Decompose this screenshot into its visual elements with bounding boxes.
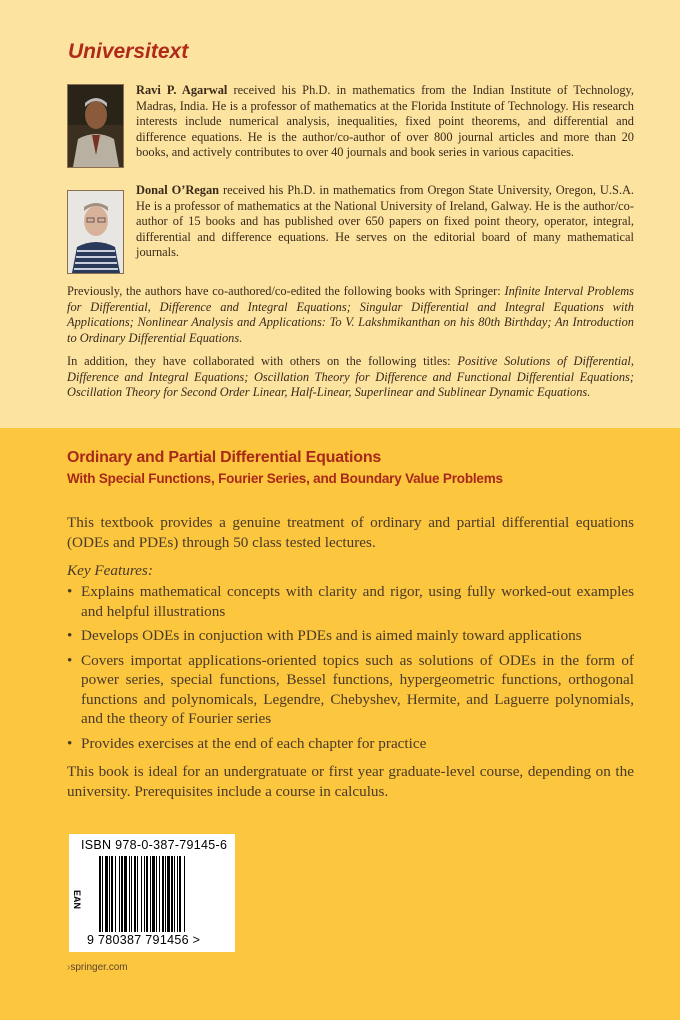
author-bio-text: received his Ph.D. in mathematics from Oregon State University, Oregon, U.S.A. He is a professor of mathematics at the National University of Ireland, Galway. He is the author/co-author of 15 books and has published over 650 papers on fixed point theory, operator, integral, differential and difference equations. He serves on the editorial board of many mathematical journals.	[136, 183, 634, 260]
barcode-bar	[165, 856, 166, 932]
book-intro: This textbook provides a genuine treatment of ordinary and partial differential equations (ODEs and PDEs) through 50 class tested lectures.	[67, 514, 634, 551]
barcode-bar	[111, 856, 113, 932]
list-item: • Covers importat applications-oriented topics such as solutions of ODEs in the form of power series, special functions, Bessel functions, hypergeometric functions, orthogonal functions and polynomicals, Legendre, Chebyshev, Hermite, and Laguerre polynomials, and the theory of Fourier series	[67, 651, 634, 729]
collaborated-lead: In addition, they have collaborated with others on the following titles:	[67, 354, 458, 368]
author-bio-text: received his Ph.D. in mathematics from the Indian Institute of Technology, Madras, India. He is a professor of mathematics at the Florida Institute of Technology. His research interests include numerical analysis, inequalities, fixed point theorems, and differential and difference equations. He is the author/co-author of over 800 journal articles and more than 20 books, and actively contributes to over 40 journals and book series in various capacities.	[136, 83, 635, 160]
barcode-bar	[156, 856, 157, 932]
barcode-bar	[146, 856, 148, 932]
collaborated-books	[67, 354, 634, 401]
barcode-bar	[179, 856, 181, 932]
barcode-bar	[129, 856, 130, 932]
book-title: Ordinary and Partial Differential Equations	[67, 449, 382, 466]
barcode-bar	[184, 856, 185, 932]
author-photo-agarwal	[67, 84, 124, 168]
barcode-bar	[159, 856, 160, 932]
author-bio-oregan	[136, 183, 634, 261]
barcode-bar	[119, 856, 120, 932]
arrow-icon: ›	[67, 962, 71, 973]
series-title: Universitext	[68, 40, 189, 63]
website-link[interactable]: springer.com	[70, 962, 128, 973]
barcode-number: 9 780387 791456 >	[87, 933, 201, 947]
barcode-bar	[171, 856, 173, 932]
book-subtitle: With Special Functions, Fourier Series, and Boundary Value Problems	[67, 471, 503, 486]
key-features-label: Key Features:	[67, 562, 153, 579]
barcode	[69, 834, 235, 952]
barcode-bar	[162, 856, 164, 932]
barcode-bar	[141, 856, 142, 932]
list-item: • Explains mathematical concepts with clarity and rigor, using fully worked-out examples and helpful illustrations	[67, 582, 634, 621]
barcode-bar	[105, 856, 108, 932]
list-item: • Provides exercises at the end of each chapter for practice	[67, 734, 634, 754]
barcode-bar	[137, 856, 138, 932]
author-bio-agarwal	[136, 83, 634, 161]
barcode-bar	[99, 856, 101, 932]
previous-books	[67, 284, 634, 346]
ean-label: EAN	[72, 890, 82, 910]
author-name: Donal O’Regan	[136, 183, 220, 197]
previous-books-titles: Infinite Interval Problems for Differential, Difference and Integral Equations; Singular Differential and Integral Equations with Applications; Nonlinear Analysis and Applications: To V. Lakshmikanthan on his 80th Birthday; An Introduction to Ordinary Differential Equations.	[67, 284, 634, 345]
barcode-bar	[174, 856, 175, 932]
key-features-list	[67, 582, 634, 758]
barcode-bar	[109, 856, 110, 932]
book-closing: This book is ideal for an undergratuate or first year graduate-level course, depending on the university. Prerequisites include a course in calculus.	[67, 763, 634, 800]
author-photo-oregan	[67, 190, 124, 274]
barcode-bar	[152, 856, 155, 932]
barcode-bar	[167, 856, 170, 932]
previous-books-lead: Previously, the authors have co-authored/co-edited the following books with Springer:	[67, 284, 505, 298]
barcode-bars	[99, 856, 227, 932]
barcode-bar	[134, 856, 136, 932]
barcode-bar	[150, 856, 151, 932]
author-name: Ravi P. Agarwal	[136, 83, 228, 97]
barcode-bar	[124, 856, 127, 932]
barcode-bar	[131, 856, 132, 932]
barcode-bar	[102, 856, 103, 932]
barcode-bar	[115, 856, 116, 932]
list-item: • Develops ODEs in conjuction with PDEs and is aimed mainly toward applications	[67, 626, 634, 646]
publisher-website	[67, 962, 128, 973]
barcode-bar	[121, 856, 123, 932]
barcode-bar	[177, 856, 178, 932]
isbn-label: ISBN 978-0-387-79145-6	[81, 838, 228, 852]
collaborated-titles: Positive Solutions of Differential, Difference and Integral Equations; Oscillation Theory for Difference and Functional Differential Equations; Oscillation Theory for Second Order Linear, Half-Linear, Superlinear and Sublinear Dynamic Equations.	[67, 354, 634, 400]
barcode-bar	[144, 856, 145, 932]
